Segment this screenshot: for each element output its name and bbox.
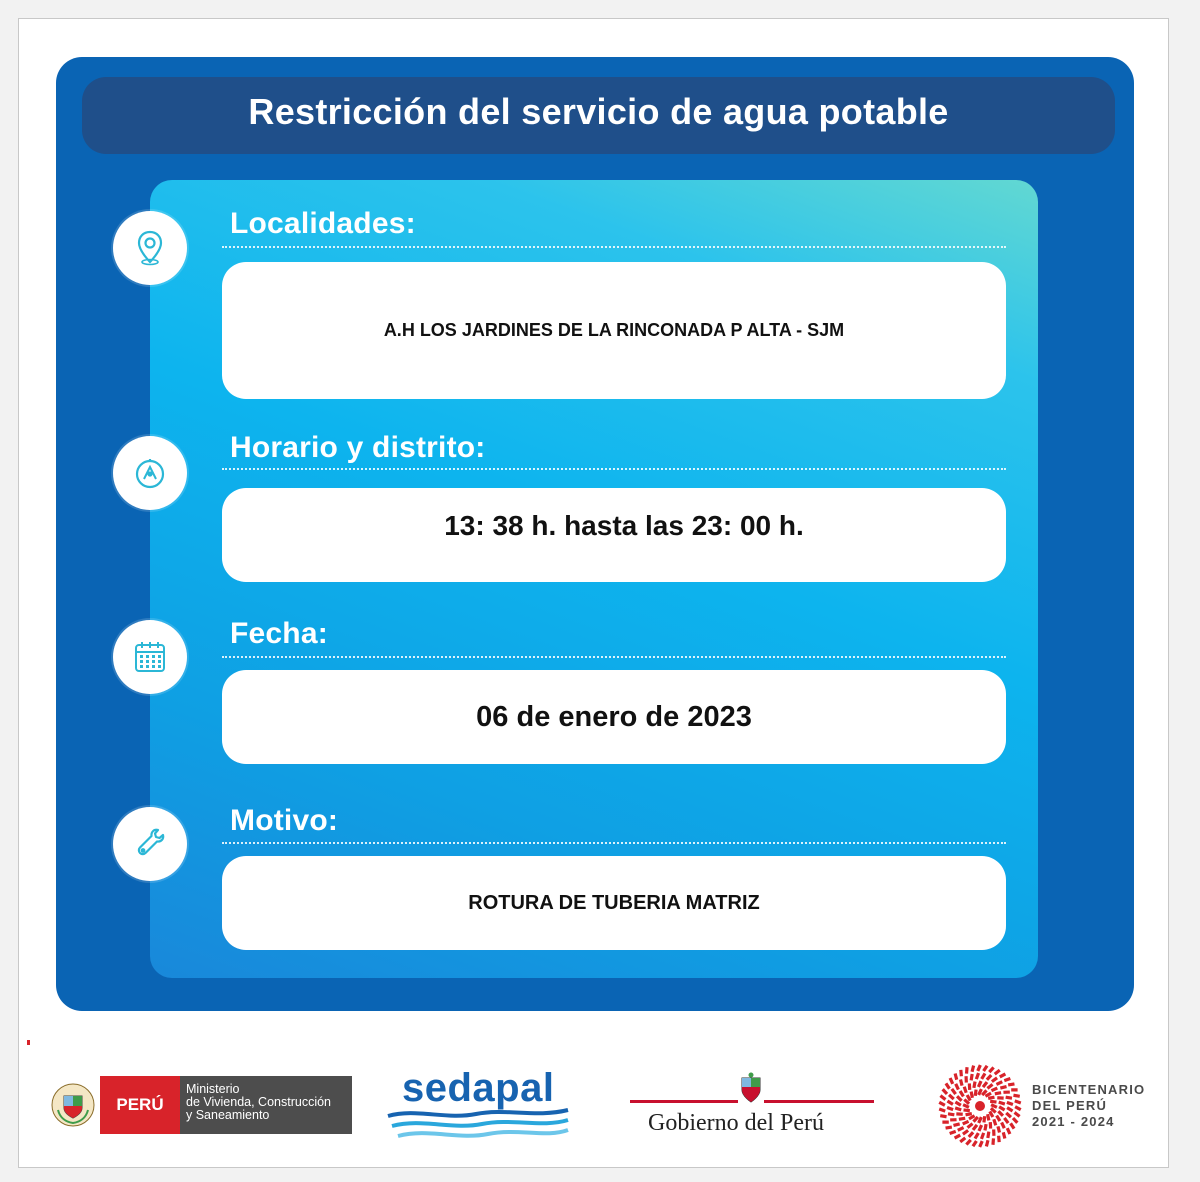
fecha-value: 06 de enero de 2023 [222, 670, 1006, 764]
emblem-ray [975, 1073, 980, 1080]
horario-value: 13: 38 h. hasta las 23: 00 h. [222, 488, 1006, 582]
emblem-ray [970, 1074, 974, 1081]
emblem-ray [972, 1081, 976, 1088]
emblem-ray [959, 1070, 963, 1077]
emblem-ray [1011, 1088, 1017, 1091]
emblem-ray [940, 1114, 947, 1118]
ministerio-line: y Saneamiento [186, 1108, 270, 1122]
emblem-ray [977, 1080, 983, 1087]
emblem-ray [955, 1106, 962, 1111]
emblem-ray [942, 1121, 948, 1124]
emblem-ray [956, 1112, 963, 1116]
emblem-ray [965, 1112, 972, 1116]
page-title: Restricción del servicio de agua potable [248, 90, 949, 132]
gobierno-logo [630, 1072, 874, 1142]
emblem-ray [997, 1096, 1004, 1100]
emblem-ray [985, 1140, 990, 1147]
divider [222, 468, 1006, 470]
ministerio-line: de Vivienda, Construcción [186, 1095, 331, 1109]
emblem-ray [974, 1089, 978, 1096]
emblem-ray [970, 1065, 975, 1072]
emblem-ray [962, 1120, 969, 1126]
calendar-icon [113, 620, 187, 694]
emblem-ray [1014, 1111, 1021, 1117]
emblem-ray [986, 1114, 990, 1121]
emblem-ray [1014, 1099, 1021, 1104]
emblem-ray [1006, 1127, 1012, 1134]
emblem-ray [996, 1126, 1001, 1133]
shield-icon [734, 1072, 768, 1108]
emblem-ray [996, 1080, 1003, 1086]
emblem-ray [988, 1096, 995, 1100]
bicentenario-line: DEL PERÚ [1032, 1098, 1108, 1113]
emblem-ray [963, 1108, 970, 1112]
emblem-ray [959, 1137, 966, 1143]
emblem-ray [1006, 1106, 1013, 1112]
divider [222, 842, 1006, 844]
emblem-ray [945, 1082, 951, 1089]
ministerio-name [180, 1076, 352, 1134]
emblem-ray [977, 1124, 983, 1131]
emblem-ray [1009, 1122, 1015, 1129]
sedapal-logo [386, 1066, 571, 1146]
emblem-ray [997, 1136, 1001, 1143]
emblem-ray [995, 1091, 1002, 1095]
emblem-ray [991, 1087, 998, 1093]
emblem-ray [968, 1131, 975, 1138]
emblem-ray [983, 1124, 987, 1131]
emblem-ray [1008, 1082, 1015, 1086]
emblem-ray [1005, 1096, 1012, 1100]
emblem-ray [992, 1129, 995, 1136]
emblem-ray [989, 1122, 993, 1129]
emblem-ray [941, 1088, 948, 1095]
emblem-ray [1000, 1122, 1006, 1129]
emblem-ray [951, 1088, 957, 1095]
emblem-ray [986, 1074, 993, 1081]
emblem-ray [1005, 1112, 1012, 1119]
bicentenario-line: 2021 - 2024 [1032, 1114, 1115, 1129]
emblem-ray [938, 1101, 945, 1107]
emblem-ray [1006, 1101, 1013, 1106]
emblem-ray [972, 1140, 978, 1147]
gobierno-label: Gobierno del Perú [648, 1110, 824, 1136]
emblem-ray [1014, 1105, 1021, 1111]
emblem-ray [959, 1090, 965, 1097]
emblem-ray [965, 1139, 972, 1146]
location-pin-icon [113, 211, 187, 285]
emblem-ray [950, 1118, 957, 1121]
emblem-ray [963, 1086, 968, 1093]
emblem-ray [1000, 1085, 1007, 1090]
emblem-ray [947, 1106, 954, 1111]
emblem-ray [991, 1138, 995, 1145]
emblem-ray [990, 1100, 997, 1104]
bicentenario-emblem-icon [936, 1062, 1024, 1150]
emblem-ray [999, 1073, 1006, 1079]
emblem-ray [957, 1126, 964, 1132]
emblem-ray [1003, 1117, 1009, 1124]
emblem-ray [970, 1091, 974, 1098]
emblem-ray [945, 1125, 952, 1129]
wrench-icon [113, 807, 187, 881]
emblem-ray [988, 1066, 995, 1073]
bicentenario-logo [936, 1062, 1156, 1152]
emblem-ray [982, 1116, 986, 1123]
emblem-ray [980, 1132, 985, 1139]
clock-icon [113, 436, 187, 510]
emblem-ray [980, 1073, 986, 1080]
motivo-value: ROTURA DE TUBERIA MATRIZ [222, 856, 1006, 950]
bicentenario-line: BICENTENARIO [1032, 1082, 1146, 1097]
fecha-label: Fecha: [230, 617, 328, 650]
emblem-ray [978, 1140, 983, 1147]
emblem-ray [949, 1077, 955, 1084]
emblem-ray [948, 1094, 955, 1101]
emblem-ray [954, 1073, 959, 1080]
emblem-ray [982, 1065, 988, 1072]
emblem-ray [995, 1115, 1001, 1122]
bicentenario-text [1032, 1082, 1145, 1130]
emblem-ray [998, 1101, 1005, 1106]
emblem-ray [954, 1083, 960, 1090]
coat-of-arms-icon [50, 1082, 96, 1128]
emblem-ray [954, 1134, 961, 1140]
emblem-ray [986, 1131, 990, 1138]
emblem-ray [939, 1108, 946, 1113]
emblem-ray [959, 1117, 966, 1121]
ministerio-logo [50, 1076, 340, 1134]
horario-label: Horario y distrito: [230, 431, 486, 464]
emblem-ray [959, 1079, 964, 1086]
divider [222, 656, 1006, 658]
emblem-ray [1013, 1094, 1020, 1098]
emblem-ray [962, 1129, 969, 1135]
sedapal-wordmark: sedapal [402, 1066, 555, 1110]
localidades-value: A.H LOS JARDINES DE LA RINCONADA P ALTA - SJM [222, 262, 1006, 399]
emblem-ray [953, 1122, 960, 1127]
divider [222, 246, 1006, 248]
emblem-ray [1003, 1090, 1010, 1093]
footer-logos [18, 1040, 1169, 1168]
peru-label: PERÚ [100, 1076, 180, 1134]
emblem-ray [939, 1094, 946, 1100]
emblem-ray [948, 1112, 955, 1116]
emblem-ray [965, 1067, 969, 1074]
localidades-label: Localidades: [230, 207, 416, 240]
emblem-ray [968, 1083, 972, 1090]
emblem-ray [994, 1069, 1001, 1075]
motivo-label: Motivo: [230, 804, 339, 837]
emblem-ray [974, 1132, 980, 1139]
emblem-ray [947, 1100, 954, 1106]
emblem-ray [976, 1064, 981, 1071]
emblem-ray [992, 1119, 997, 1126]
emblem-ray [1012, 1117, 1019, 1124]
emblem-ray [1004, 1077, 1011, 1082]
emblem-ray [964, 1076, 967, 1083]
title-banner [82, 77, 1115, 154]
emblem-ray [949, 1130, 956, 1135]
emblem-ray [1002, 1132, 1007, 1139]
emblem-ray [991, 1077, 998, 1083]
waves-icon [386, 1106, 571, 1142]
ministerio-line: Ministerio [186, 1082, 240, 1096]
